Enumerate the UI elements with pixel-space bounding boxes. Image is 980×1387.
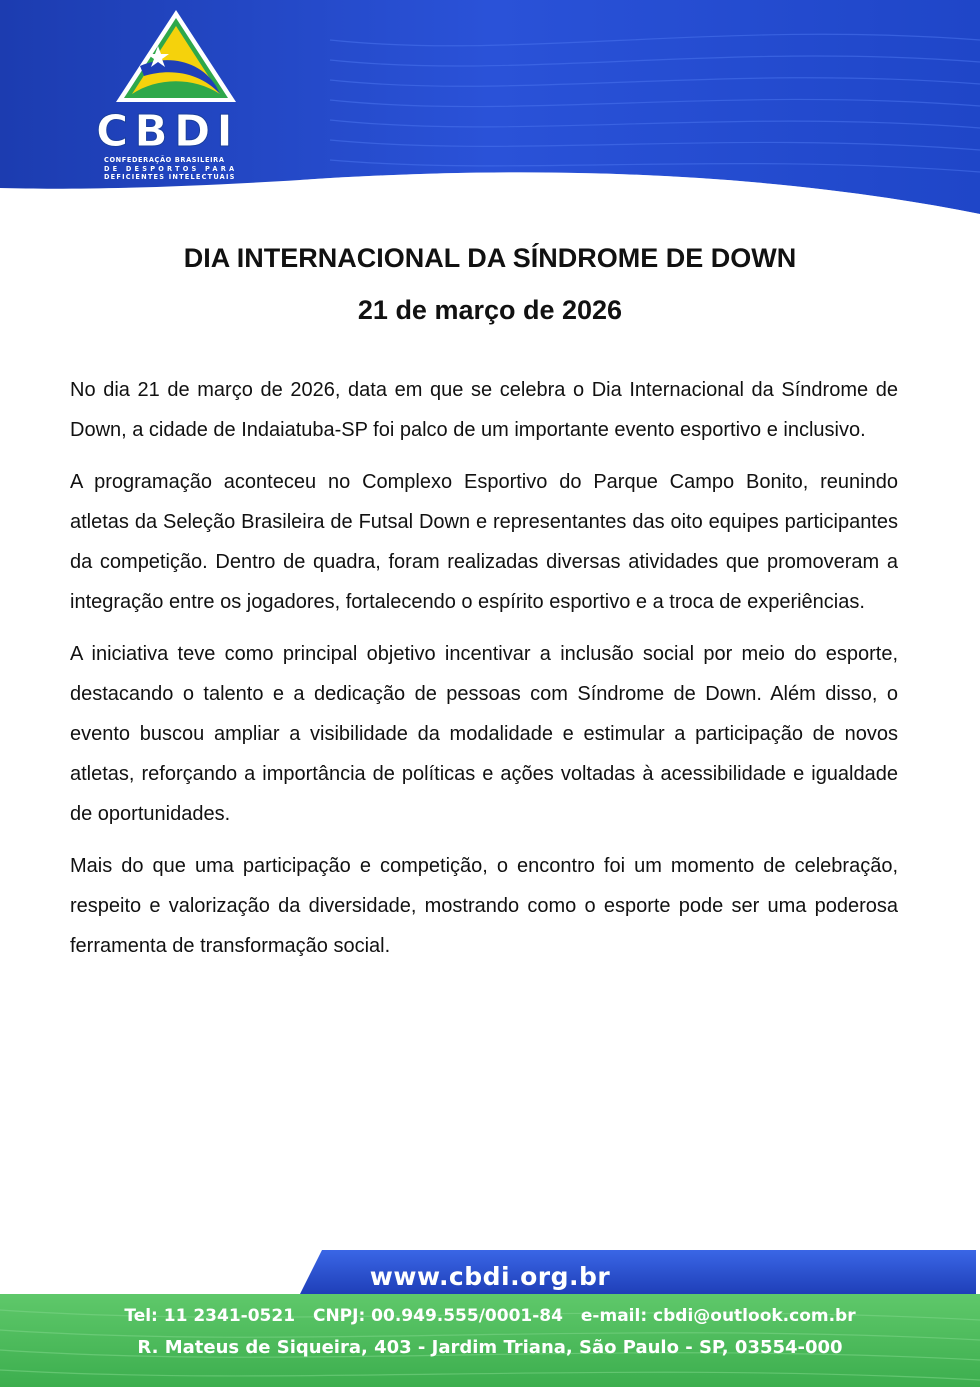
logo-subtitle: CONFEDERAÇÃO BRASILEIRA DE DESPORTOS PARA DEFICIENTES INTELECTUAIS xyxy=(104,156,238,181)
phone-number: Tel: 11 2341-0521 xyxy=(124,1306,296,1326)
document-title: DIA INTERNACIONAL DA SÍNDROME DE DOWN xyxy=(183,243,797,273)
cnpj-number: CNPJ: 00.949.555/0001-84 xyxy=(312,1306,563,1326)
letterhead-footer xyxy=(0,1240,980,1387)
paragraph-3: A iniciativa teve como principal objetivo incentivar a inclusão social por meio do esporte, destacando o talento e a dedicação de pessoas com Síndrome de Down. Além disso, o evento buscou ampliar a visibilidade da modalidade e estimular a participação de novos atletas, reforçando a importância de políticas e ações voltadas à acessibilidade e igualdade de oportunidades. xyxy=(70,643,898,825)
logo-wordmark: CBDI xyxy=(96,106,239,157)
contact-line xyxy=(0,1306,980,1326)
paragraph-1: No dia 21 de março de 2026, data em que se celebra o Dia Internacional da Síndrome de Down, a cidade de Indaiatuba-SP foi palco de um importante evento esportivo e inclusivo. xyxy=(70,379,898,441)
document-date: 21 de março de 2026 xyxy=(357,295,623,325)
email-address[interactable]: e-mail: cbdi@outlook.com.br xyxy=(580,1306,856,1326)
website-link[interactable]: www.cbdi.org.br xyxy=(369,1262,611,1291)
paragraph-2: A programação aconteceu no Complexo Esportivo do Parque Campo Bonito, reunindo atletas da Seleção Brasileira de Futsal Down e representantes das oito equipes participantes da competição. Dentro de quadra, foram realizadas diversas atividades que promoveram a integração entre os jogadores, fortalecendo o espírito esportivo e a troca de experiências. xyxy=(70,471,898,613)
document-heading xyxy=(0,238,980,330)
triangle-emblem-icon xyxy=(96,6,256,110)
postal-address: R. Mateus de Siqueira, 403 - Jardim Triana, São Paulo - SP, 03554-000 xyxy=(137,1337,843,1358)
cbdi-logo xyxy=(96,6,256,182)
document-body xyxy=(70,370,898,978)
paragraph-4: Mais do que uma participação e competição, o encontro foi um momento de celebração, respeito e valorização da diversidade, mostrando como o esporte pode ser uma poderosa ferramenta de transformação social. xyxy=(70,855,898,957)
letterhead-header xyxy=(0,0,980,240)
